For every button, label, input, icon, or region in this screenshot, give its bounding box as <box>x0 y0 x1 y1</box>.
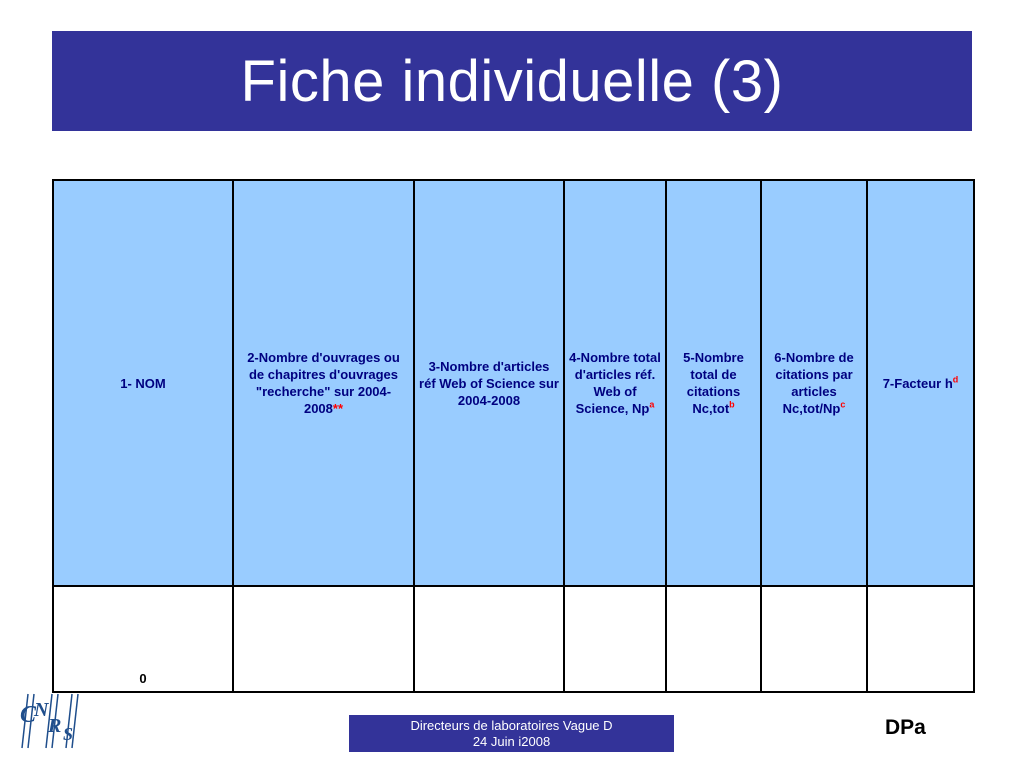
svg-text:N: N <box>34 699 49 721</box>
table-cell-citations-par-article[interactable] <box>761 586 867 692</box>
svg-text:R: R <box>48 715 62 737</box>
header-cell-facteur-h: 7-Facteur h$^d$ <box>867 180 974 586</box>
footer-line-1: Directeurs de laboratoires Vague D <box>410 717 613 733</box>
footnote-marker: d <box>952 374 959 385</box>
header-cell-total-citations: 5-Nombre total de citations Nc,tot$^b$ <box>666 180 761 586</box>
table-cell-nom[interactable]: 0 <box>53 586 233 692</box>
slide-title: Fiche individuelle (3) <box>240 48 784 114</box>
footnote-marker: c <box>840 399 846 410</box>
svg-text:C: C <box>20 702 37 728</box>
fiche-table <box>52 179 975 693</box>
footer-box <box>349 715 674 752</box>
cnrs-logo <box>18 690 82 752</box>
table-cell-total-articles[interactable] <box>564 586 666 692</box>
header-cell-nom: 1- NOM <box>53 180 233 586</box>
table-cell-total-citations[interactable] <box>666 586 761 692</box>
header-cell-citations-par-article: 6-Nombre de citations par articles Nc,tot/Np$^c$ <box>761 180 867 586</box>
footnote-marker: ** <box>332 401 344 416</box>
svg-text:S: S <box>63 724 74 744</box>
footnote-marker: b <box>729 399 735 410</box>
footnote-marker: a <box>649 399 655 410</box>
header-cell-articles-wos: 3-Nombre d'articles réf Web of Science sur 2004-2008 <box>414 180 564 586</box>
table-row <box>53 586 974 692</box>
header-cell-total-articles: 4-Nombre total d'articles réf. Web of Science, Np$^a$ <box>564 180 666 586</box>
footer-line-2: 24 Juin i2008 <box>472 733 551 749</box>
table-cell-facteur-h[interactable] <box>867 586 974 692</box>
table-cell-ouvrages[interactable] <box>233 586 414 692</box>
title-bar <box>52 31 972 131</box>
header-cell-ouvrages: 2-Nombre d'ouvrages ou de chapitres d'ouvrages "recherche" sur 2004-2008** <box>233 180 414 586</box>
footer-right-label: DPa <box>885 716 926 739</box>
table-header-row <box>53 180 974 586</box>
table-cell-articles-wos[interactable] <box>414 586 564 692</box>
